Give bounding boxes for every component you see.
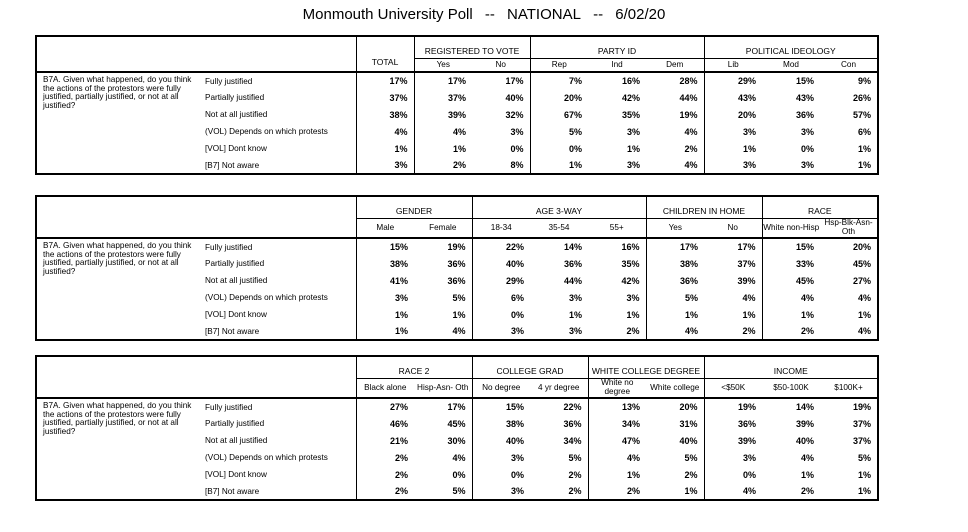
- table-cell: 5%: [568, 452, 582, 463]
- table-cell: 1%: [568, 309, 582, 320]
- table-cell: 3%: [510, 126, 524, 137]
- table-cell: 17%: [447, 402, 466, 412]
- column-sub-header: Dem: [646, 58, 704, 72]
- table-cell: 1%: [762, 306, 820, 323]
- table-cell: 13%: [588, 398, 646, 415]
- table-cell: 16%: [621, 242, 640, 252]
- table-cell: 3%: [356, 157, 414, 174]
- table-cell: 4%: [704, 483, 762, 500]
- table-cell: 1%: [530, 157, 588, 174]
- answer-label: (VOL) Depends on which protests: [205, 453, 328, 462]
- group-header-row: [36, 196, 878, 218]
- table-cell: 29%: [472, 272, 530, 289]
- table-cell: 4%: [414, 123, 472, 140]
- table-cell: 40%: [505, 92, 524, 103]
- column-sub-header: Hsp-Blk-Asn-Oth: [820, 218, 878, 238]
- answer-label: [VOL] Dont know: [205, 144, 267, 153]
- group-header-row: [36, 36, 878, 58]
- column-sub-header: No degree: [472, 378, 530, 398]
- question-text: B7A. Given what happened, do you think the actions of the protestors were fully justified, partially justified, or not at all justified?: [36, 238, 201, 340]
- table-cell: 3%: [626, 126, 640, 137]
- column-sub-header: Con: [820, 58, 878, 72]
- table-cell: 35%: [621, 258, 640, 269]
- table-cell: 39%: [737, 275, 756, 286]
- table-cell: 4%: [820, 289, 878, 306]
- table-cell: 3%: [704, 123, 762, 140]
- table-cell: 6%: [472, 289, 530, 306]
- table-cell: 45%: [820, 255, 878, 272]
- column-sub-header: Ind: [588, 58, 646, 72]
- table-cell: 43%: [704, 89, 762, 106]
- header-blank: [36, 196, 356, 238]
- table-cell: 4%: [684, 126, 698, 137]
- table-cell: 4%: [820, 323, 878, 340]
- table-cell: 40%: [679, 435, 698, 446]
- column-group-header: CHILDREN IN HOME: [646, 196, 762, 218]
- table-cell: 47%: [588, 432, 646, 449]
- column-group-header: RACE: [762, 196, 878, 218]
- table-cell: 4%: [452, 452, 466, 463]
- table-cell: 4%: [588, 449, 646, 466]
- column-sub-header: 35-54: [530, 218, 588, 238]
- table-cell: 0%: [510, 143, 524, 154]
- table-cell: 20%: [530, 89, 588, 106]
- table-cell: 0%: [800, 143, 814, 154]
- table-cell: 28%: [679, 76, 698, 86]
- table-cell: 5%: [452, 292, 466, 303]
- crosstab-table: [35, 35, 879, 175]
- page-title: [0, 6, 968, 23]
- table-cell: 4%: [646, 323, 704, 340]
- table-cell: 39%: [414, 106, 472, 123]
- column-sub-header: Male: [356, 218, 414, 238]
- table-cell: 3%: [568, 292, 582, 303]
- table-cell: 39%: [795, 418, 814, 429]
- table-cell: 38%: [646, 255, 704, 272]
- table-cell: 4%: [414, 323, 472, 340]
- table-cell: 57%: [820, 106, 878, 123]
- column-group-header: PARTY ID: [530, 36, 704, 58]
- table-cell: 26%: [820, 89, 878, 106]
- column-sub-header: Yes: [414, 58, 472, 72]
- column-group-header: COLLEGE GRAD: [472, 356, 588, 378]
- title-scope: NATIONAL: [507, 6, 581, 23]
- table-cell: 36%: [704, 415, 762, 432]
- table-cell: 2%: [414, 157, 472, 174]
- table-cell: 1%: [820, 140, 878, 157]
- table-cell: 36%: [563, 418, 582, 429]
- table-cell: 17%: [414, 72, 472, 89]
- table-cell: 37%: [820, 432, 878, 449]
- table-cell: 20%: [704, 106, 762, 123]
- table-cell: 2%: [704, 323, 762, 340]
- table-cell: 2%: [684, 143, 698, 154]
- table-cell: 37%: [414, 89, 472, 106]
- table-cell: 3%: [472, 449, 530, 466]
- table-cell: 42%: [621, 92, 640, 103]
- column-sub-header: White non-Hisp: [762, 218, 820, 238]
- table-cell: 0%: [530, 140, 588, 157]
- table-cell: 5%: [646, 289, 704, 306]
- table-cell: 1%: [452, 309, 466, 320]
- table-cell: 19%: [447, 242, 466, 252]
- table-cell: 2%: [356, 483, 414, 500]
- table-cell: 3%: [704, 157, 762, 174]
- column-sub-header: 4 yr degree: [530, 378, 588, 398]
- table-cell: 35%: [621, 109, 640, 120]
- table-cell: 1%: [742, 309, 756, 320]
- table-cell: 1%: [588, 466, 646, 483]
- table-cell: 38%: [356, 106, 414, 123]
- table-cell: 1%: [646, 306, 704, 323]
- column-sub-header: $100K+: [820, 378, 878, 398]
- table-cell: 37%: [356, 89, 414, 106]
- answer-label: Not at all justified: [205, 110, 268, 119]
- column-group-header: REGISTERED TO VOTE: [414, 36, 530, 58]
- table-cell: 27%: [356, 398, 414, 415]
- answer-label: Not at all justified: [205, 276, 268, 285]
- table-cell: 36%: [447, 258, 466, 269]
- table-cell: 36%: [795, 109, 814, 120]
- table-cell: 21%: [356, 432, 414, 449]
- table-cell: 3%: [472, 323, 530, 340]
- table-cell: 0%: [472, 466, 530, 483]
- column-sub-header: No: [472, 58, 530, 72]
- answer-label: Partially justified: [205, 259, 265, 268]
- table-cell: 20%: [679, 402, 698, 412]
- answer-label: Partially justified: [205, 419, 265, 428]
- table-cell: 42%: [621, 275, 640, 286]
- table-cell: 5%: [820, 449, 878, 466]
- table-cell: 43%: [795, 92, 814, 103]
- table-cell: 36%: [563, 258, 582, 269]
- table-cell: 8%: [472, 157, 530, 174]
- table-cell: 3%: [472, 483, 530, 500]
- table-cell: 6%: [820, 123, 878, 140]
- table-cell: 14%: [563, 242, 582, 252]
- title-org: Monmouth University Poll: [302, 6, 473, 23]
- table-cell: 29%: [704, 72, 762, 89]
- table-cell: 46%: [356, 415, 414, 432]
- table-cell: 1%: [646, 483, 704, 500]
- table-cell: 37%: [737, 258, 756, 269]
- answer-label: [B7] Not aware: [201, 157, 356, 174]
- table-cell: 1%: [356, 306, 414, 323]
- table-cell: 30%: [447, 435, 466, 446]
- table-cell: 15%: [356, 238, 414, 255]
- table-row: [36, 72, 878, 89]
- answer-label: (VOL) Depends on which protests: [205, 127, 328, 136]
- table-cell: 32%: [505, 109, 524, 120]
- table-cell: 4%: [646, 157, 704, 174]
- table-cell: 39%: [704, 432, 762, 449]
- table-cell: 17%: [737, 242, 756, 252]
- table-cell: 0%: [704, 466, 762, 483]
- table-cell: 4%: [762, 289, 820, 306]
- question-text: B7A. Given what happened, do you think the actions of the protestors were fully justified, partially justified, or not at all justified?: [36, 398, 201, 500]
- table-cell: 22%: [563, 402, 582, 412]
- column-group-header: GENDER: [356, 196, 472, 218]
- table-cell: 1%: [704, 140, 762, 157]
- table-row: [36, 398, 878, 415]
- crosstab-table: [35, 355, 879, 501]
- answer-label: [B7] Not aware: [201, 483, 356, 500]
- table-cell: 33%: [762, 255, 820, 272]
- table-cell: 22%: [472, 238, 530, 255]
- column-sub-header: 18-34: [472, 218, 530, 238]
- table-cell: 5%: [684, 452, 698, 463]
- table-cell: 2%: [588, 483, 646, 500]
- table-cell: 1%: [356, 323, 414, 340]
- table-cell: 19%: [679, 109, 698, 120]
- table-cell: 9%: [820, 72, 878, 89]
- column-group-header: POLITICAL IDEOLOGY: [704, 36, 878, 58]
- answer-label: Fully justified: [205, 402, 253, 412]
- table-cell: 2%: [762, 323, 820, 340]
- table-cell: 15%: [762, 238, 820, 255]
- title-date: 6/02/20: [615, 6, 666, 23]
- table-cell: 38%: [472, 415, 530, 432]
- table-cell: 3%: [530, 323, 588, 340]
- column-group-header: INCOME: [704, 356, 878, 378]
- table-cell: 44%: [563, 275, 582, 286]
- table-cell: 27%: [820, 272, 878, 289]
- table-cell: 3%: [800, 126, 814, 137]
- table-cell: 3%: [626, 292, 640, 303]
- answer-label: (VOL) Depends on which protests: [205, 293, 328, 302]
- table-cell: 0%: [472, 306, 530, 323]
- column-sub-header: Yes: [646, 218, 704, 238]
- table-row: [36, 238, 878, 255]
- table-cell: 1%: [414, 140, 472, 157]
- table-cell: 1%: [800, 469, 814, 480]
- table-cell: 19%: [704, 398, 762, 415]
- table-cell: 3%: [704, 449, 762, 466]
- table-cell: 3%: [762, 157, 820, 174]
- column-sub-header: Hisp-Asn- Oth: [414, 378, 472, 398]
- table-cell: 1%: [820, 466, 878, 483]
- table-cell: 36%: [646, 272, 704, 289]
- table-cell: 40%: [472, 432, 530, 449]
- table-cell: 67%: [530, 106, 588, 123]
- table-cell: 36%: [447, 275, 466, 286]
- table-cell: 14%: [795, 402, 814, 412]
- table-cell: 41%: [356, 272, 414, 289]
- crosstab-table: [35, 195, 879, 341]
- column-sub-header: No: [704, 218, 762, 238]
- table-cell: 16%: [621, 76, 640, 86]
- table-cell: 19%: [820, 398, 878, 415]
- table-cell: 4%: [800, 452, 814, 463]
- column-sub-header: $50-100K: [762, 378, 820, 398]
- table-cell: 2%: [588, 323, 646, 340]
- table-cell: 34%: [588, 415, 646, 432]
- table-cell: 3%: [588, 157, 646, 174]
- column-sub-header: Mod: [762, 58, 820, 72]
- answer-label: Fully justified: [205, 242, 253, 252]
- question-text: B7A. Given what happened, do you think the actions of the protestors were fully justified, partially justified, or not at all justified?: [36, 72, 201, 174]
- table-cell: 2%: [356, 449, 414, 466]
- column-sub-header: Black alone: [356, 378, 414, 398]
- table-cell: 17%: [646, 238, 704, 255]
- table-cell: 1%: [820, 306, 878, 323]
- column-sub-header: White college: [646, 378, 704, 398]
- table-cell: 0%: [452, 469, 466, 480]
- table-cell: 20%: [820, 238, 878, 255]
- table-cell: 17%: [356, 72, 414, 89]
- table-cell: 2%: [762, 483, 820, 500]
- table-cell: 1%: [820, 483, 878, 500]
- answer-label: Fully justified: [205, 76, 253, 86]
- table-cell: 2%: [684, 469, 698, 480]
- table-cell: 40%: [472, 255, 530, 272]
- table-cell: 44%: [679, 92, 698, 103]
- column-group-header: AGE 3-WAY: [472, 196, 646, 218]
- column-sub-header: White no degree: [588, 378, 646, 398]
- table-cell: 15%: [472, 398, 530, 415]
- column-sub-header: Female: [414, 218, 472, 238]
- column-group-header: RACE 2: [356, 356, 472, 378]
- answer-label: Partially justified: [205, 93, 265, 102]
- table-cell: 1%: [626, 143, 640, 154]
- answer-label: [B7] Not aware: [201, 323, 356, 340]
- group-header-row: [36, 356, 878, 378]
- table-cell: 7%: [530, 72, 588, 89]
- title-separator: --: [593, 6, 604, 23]
- column-sub-header: Rep: [530, 58, 588, 72]
- column-group-header: WHITE COLLEGE DEGREE: [588, 356, 704, 378]
- table-cell: 4%: [742, 292, 756, 303]
- table-cell: 5%: [530, 123, 588, 140]
- table-cell: 3%: [356, 289, 414, 306]
- table-cell: 1%: [626, 309, 640, 320]
- table-cell: 37%: [820, 415, 878, 432]
- table-cell: 45%: [447, 418, 466, 429]
- column-sub-header: Lib: [704, 58, 762, 72]
- table-cell: 17%: [505, 76, 524, 86]
- column-sub-header: <$50K: [704, 378, 762, 398]
- answer-label: [VOL] Dont know: [205, 470, 267, 479]
- table-cell: 2%: [530, 483, 588, 500]
- answer-label: Not at all justified: [205, 436, 268, 445]
- table-cell: 4%: [356, 123, 414, 140]
- table-cell: 40%: [795, 435, 814, 446]
- answer-label: [VOL] Dont know: [205, 310, 267, 319]
- table-cell: 1%: [356, 140, 414, 157]
- table-cell: 2%: [356, 466, 414, 483]
- table-cell: 1%: [820, 157, 878, 174]
- table-cell: 5%: [414, 483, 472, 500]
- table-cell: 2%: [568, 469, 582, 480]
- title-separator: --: [484, 6, 495, 23]
- table-cell: 15%: [795, 76, 814, 86]
- header-blank: [36, 356, 356, 398]
- table-cell: 34%: [563, 435, 582, 446]
- column-group-header: TOTAL: [356, 36, 414, 72]
- header-blank: [36, 36, 356, 72]
- table-cell: 31%: [679, 418, 698, 429]
- table-cell: 38%: [356, 255, 414, 272]
- column-sub-header: 55+: [588, 218, 646, 238]
- table-cell: 45%: [762, 272, 820, 289]
